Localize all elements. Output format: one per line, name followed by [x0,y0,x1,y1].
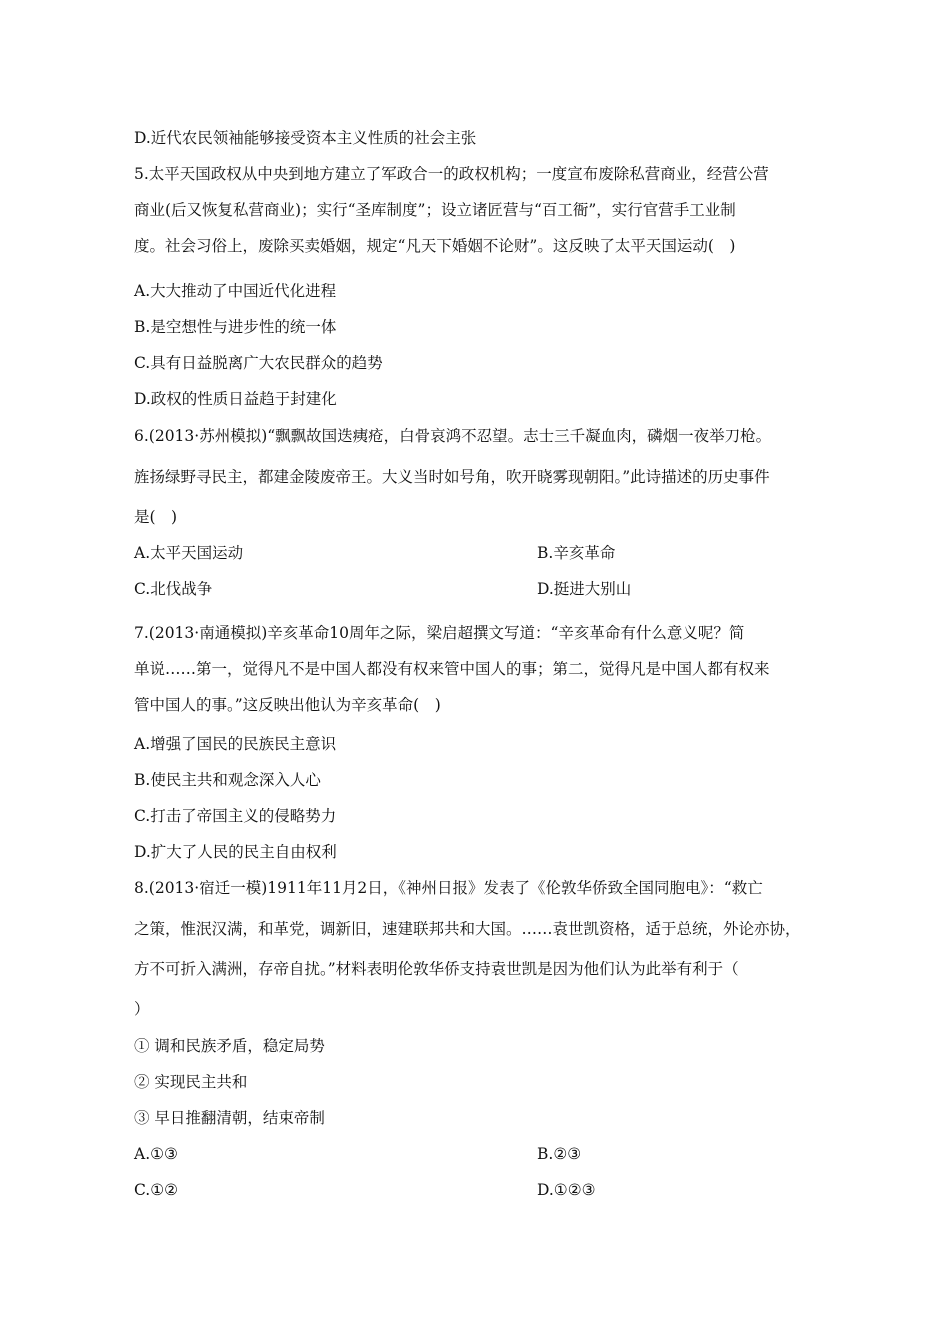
q8-stem-line-3: 方不可折入满洲，存帝自扰。”材料表明伦敦华侨支持袁世凯是因为他们认为此举有利于（ [134,960,739,978]
q6-options-row-2 [134,578,824,600]
q5-option-a: A.大大推动了中国近代化进程 [134,282,337,300]
q5-option-c: C.具有日益脱离广大农民群众的趋势 [134,354,383,372]
q8-option-b: B.②③ [537,1145,582,1163]
q6-option-c: C.北伐战争 [134,580,213,598]
q6-stem-line-2: 旌扬绿野寻民主，都建金陵废帝王。大义当时如号角，吹开晓雾现朝阳。”此诗描述的历史事件 [134,468,770,486]
q8-stem-line-2: 之策，惟泯汉满，和革党，调新旧，速建联邦共和大国。……袁世凯资格，适于总统，外论亦协， [134,920,801,938]
q7-option-c: C.打击了帝国主义的侵略势力 [134,807,337,825]
q8-option-c: C.①② [134,1181,179,1199]
q5-stem-line-2: 商业(后又恢复私营商业)；实行“圣库制度”；设立诸匠营与“百工衙”，实行官营手工业制 [134,201,736,219]
q7-stem-line-3: 管中国人的事。”这反映出他认为辛亥革命( ) [134,696,441,714]
q7-option-b: B.使民主共和观念深入人心 [134,771,321,789]
q8-item-2: ② 实现民主共和 [134,1073,248,1091]
q8-item-1: ① 调和民族矛盾，稳定局势 [134,1037,325,1055]
q5-option-b: B.是空想性与进步性的统一体 [134,318,337,336]
q6-option-a: A.太平天国运动 [134,544,244,562]
q8-stem-line-4: ） [134,1000,150,1018]
q7-option-a: A.增强了国民的民族民主意识 [134,735,337,753]
q5-option-d: D.政权的性质日益趋于封建化 [134,390,337,408]
q8-option-d: D.①②③ [537,1181,596,1199]
q8-options-row-1 [134,1143,824,1165]
q7-option-d: D.扩大了人民的民主自由权利 [134,843,337,861]
q7-stem-line-2: 单说……第一，觉得凡不是中国人都没有权来管中国人的事；第二，觉得凡是中国人都有权来 [134,660,770,678]
q7-stem-line-1: 7.(2013·南通模拟)辛亥革命10周年之际，梁启超撰文写道：“辛亥革命有什么意义呢？简 [134,624,745,642]
q6-stem-line-1: 6.(2013·苏州模拟)“飘飘故国迭痍疮，白骨哀鸿不忍望。志士三千凝血肉，磷烟一夜举刀枪。 [134,427,772,445]
q4-option-d: D.近代农民领袖能够接受资本主义性质的社会主张 [134,129,477,147]
q8-option-a: A.①③ [134,1145,178,1163]
q6-option-b: B.辛亥革命 [537,544,616,562]
q5-stem-line-3: 度。社会习俗上，废除买卖婚姻，规定“凡天下婚姻不论财”。这反映了太平天国运动( ) [134,237,736,255]
q6-option-d: D.挺进大别山 [537,580,632,598]
q8-stem-line-1: 8.(2013·宿迁一模)1911年11月2日，《神州日报》发表了《伦敦华侨致全国同胞电》：“救亡 [134,879,763,897]
q6-options-row-1 [134,542,824,564]
q8-item-3: ③ 早日推翻清朝，结束帝制 [134,1109,325,1127]
q5-stem-line-1: 5.太平天国政权从中央到地方建立了军政合一的政权机构；一度宣布废除私营商业，经营公营 [134,165,769,183]
q6-stem-line-3: 是( ) [134,508,178,526]
q8-options-row-2 [134,1179,824,1201]
